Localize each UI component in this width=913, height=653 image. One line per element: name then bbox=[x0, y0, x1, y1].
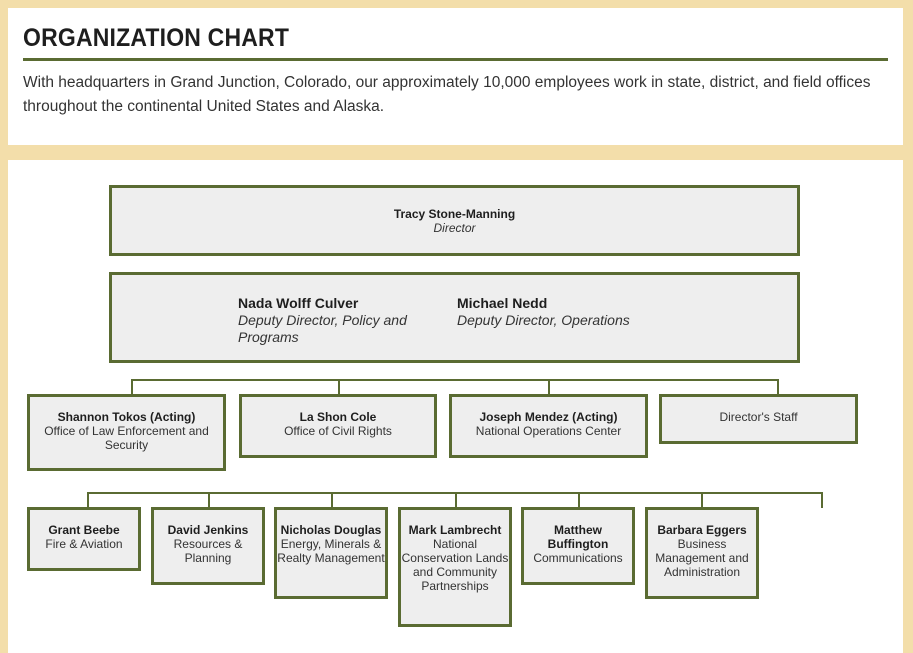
tier1-name: La Shon Cole bbox=[299, 410, 377, 424]
tier2-box-business-management bbox=[645, 507, 759, 599]
tier1-title: National Operations Center bbox=[475, 424, 622, 438]
tier1-name: Shannon Tokos (Acting) bbox=[57, 410, 196, 424]
tier1-connector-drop bbox=[338, 379, 340, 395]
tier2-title: Energy, Minerals & Realty Management bbox=[277, 537, 385, 565]
page-description: With headquarters in Grand Junction, Colorado, our approximately 10,000 employees work in state, district, and field offices throughout the continental United States and Alaska. bbox=[23, 74, 871, 115]
tier2-box-resources-planning bbox=[151, 507, 265, 585]
tier2-connector-drop bbox=[455, 492, 457, 508]
tier1-title: Director's Staff bbox=[719, 410, 798, 424]
org-chart bbox=[8, 160, 903, 653]
deputy-title: Deputy Director, Operations bbox=[457, 312, 630, 328]
tier2-connector-drop bbox=[331, 492, 333, 508]
tier2-connector-drop bbox=[87, 492, 89, 508]
intro-panel bbox=[8, 8, 903, 145]
tier2-connector-drop bbox=[578, 492, 580, 508]
tier1-connector-bar bbox=[131, 379, 779, 381]
tier2-connector-drop bbox=[701, 492, 703, 508]
tier1-box-operations-center bbox=[449, 394, 648, 458]
director-name: Tracy Stone-Manning bbox=[393, 207, 516, 221]
tier2-connector-drop bbox=[208, 492, 210, 508]
tier1-box-law-enforcement bbox=[27, 394, 226, 471]
deputy-name: Michael Nedd bbox=[457, 295, 548, 311]
title-rule bbox=[23, 58, 888, 61]
tier2-box-conservation-lands bbox=[398, 507, 512, 627]
tier1-title: Office of Civil Rights bbox=[284, 424, 392, 438]
tier2-name: Grant Beebe bbox=[48, 523, 120, 537]
tier1-title: Office of Law Enforcement and Security bbox=[44, 424, 209, 452]
tier2-title: Business Management and Administration bbox=[655, 537, 749, 579]
deputy-operations bbox=[457, 295, 647, 329]
tier1-name: Joseph Mendez (Acting) bbox=[479, 410, 618, 424]
tier2-name: Matthew Buffington bbox=[547, 523, 609, 551]
tier1-connector-drop bbox=[777, 379, 779, 395]
tier2-title: Resources & Planning bbox=[173, 537, 243, 565]
tier2-title: Fire & Aviation bbox=[45, 537, 123, 551]
tier2-name: Barbara Eggers bbox=[657, 523, 747, 537]
tier2-title: National Conservation Lands and Community Partnerships bbox=[401, 537, 509, 593]
page-title: ORGANIZATION CHART bbox=[23, 24, 290, 52]
tier2-box-energy-minerals bbox=[274, 507, 388, 599]
tier1-connector-drop bbox=[548, 379, 550, 395]
deputy-policy bbox=[238, 295, 428, 346]
director-box bbox=[109, 185, 800, 256]
deputy-name: Nada Wolff Culver bbox=[238, 295, 359, 311]
tier1-box-directors-staff bbox=[659, 394, 858, 444]
tier2-name: David Jenkins bbox=[167, 523, 249, 537]
deputies-box bbox=[109, 272, 800, 363]
tier2-box-fire-aviation bbox=[27, 507, 141, 571]
tier2-name: Nicholas Douglas bbox=[280, 523, 382, 537]
tier1-connector-drop bbox=[131, 379, 133, 395]
tier2-name: Mark Lambrecht bbox=[408, 523, 502, 537]
tier2-title: Communications bbox=[533, 551, 623, 565]
tier1-box-civil-rights bbox=[239, 394, 437, 458]
tier2-connector-drop bbox=[821, 492, 823, 508]
tier2-box-communications bbox=[521, 507, 635, 585]
deputy-title: Deputy Director, Policy and Programs bbox=[238, 312, 407, 345]
director-title: Director bbox=[433, 221, 476, 235]
